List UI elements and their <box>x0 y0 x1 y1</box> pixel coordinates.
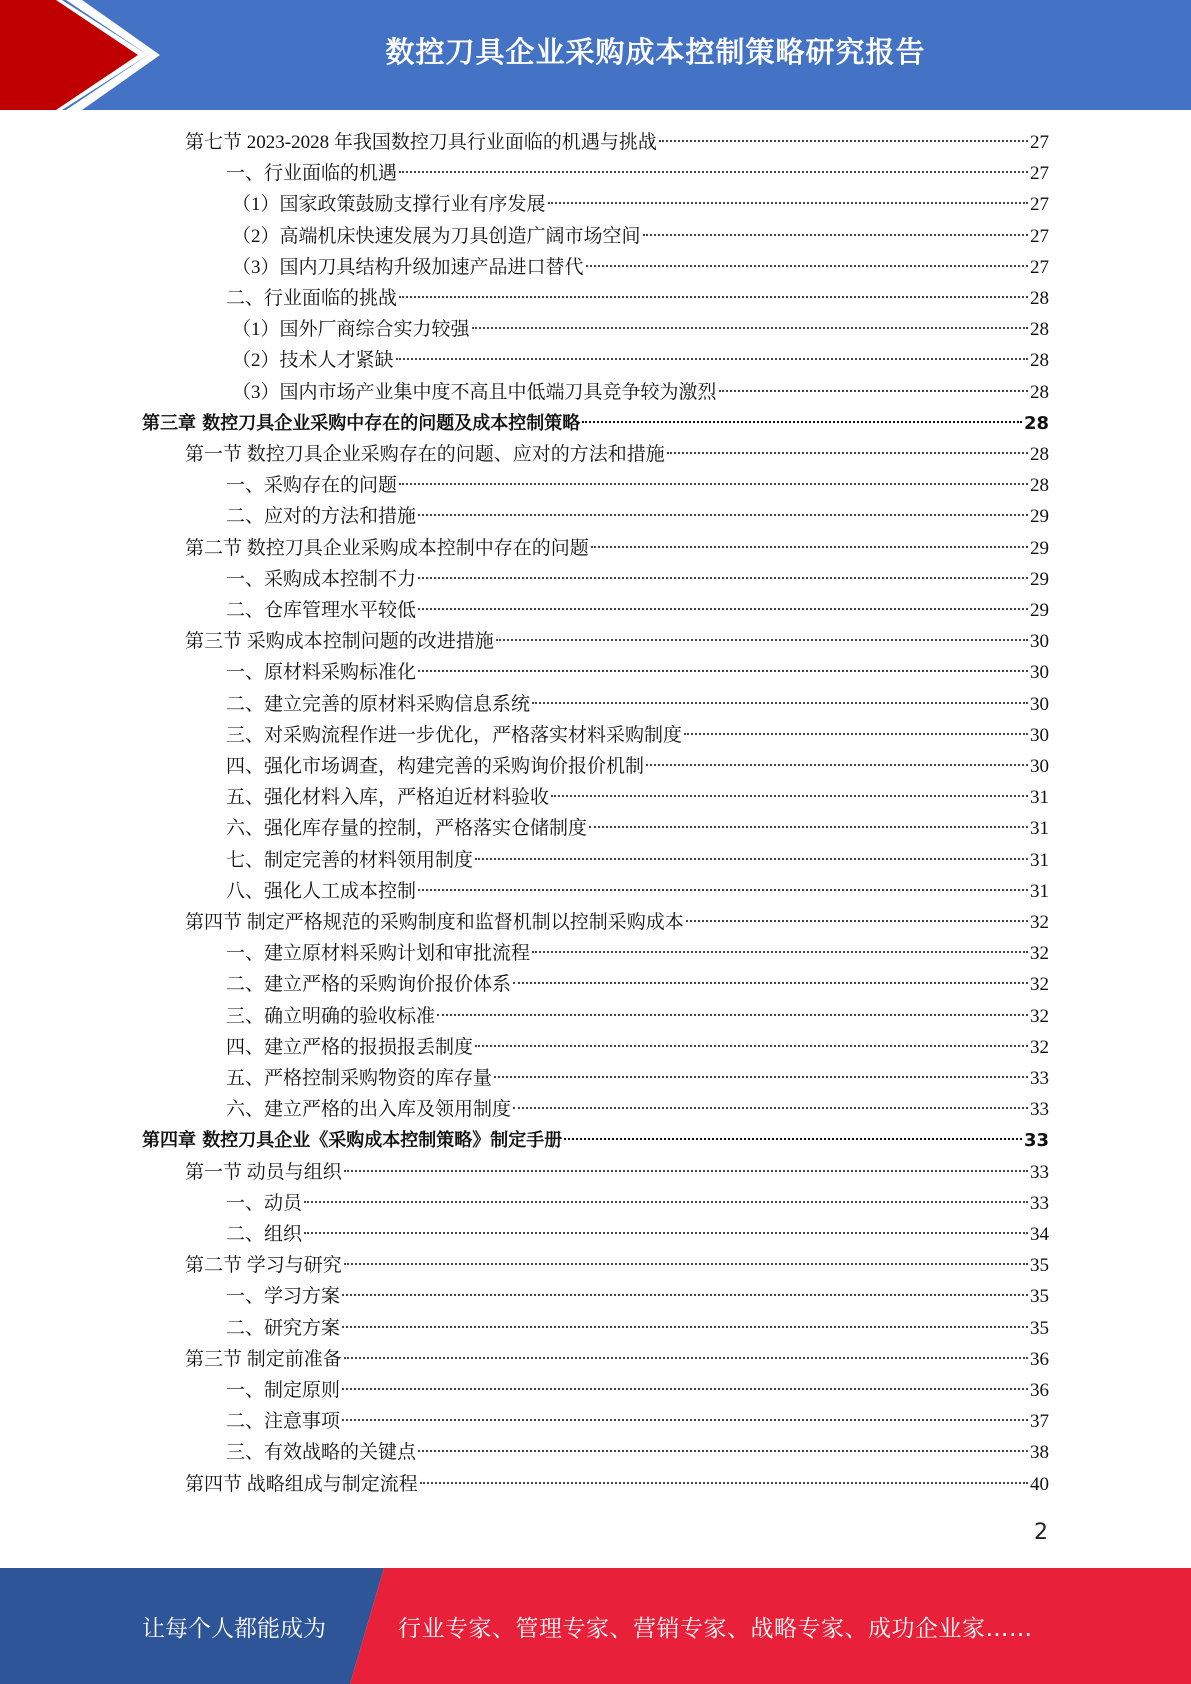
document-title: 数控刀具企业采购成本控制策略研究报告 <box>385 34 926 69</box>
toc-entry[interactable] <box>185 1344 1049 1375</box>
toc-dot-leader <box>418 608 1028 610</box>
toc-entry-page: 31 <box>1030 787 1049 809</box>
toc-entry[interactable] <box>232 345 1049 376</box>
toc-entry-title: 七、制定完善的材料领用制度 <box>226 849 474 871</box>
toc-entry-title: 一、原材料采购标准化 <box>226 662 417 684</box>
toc-entry[interactable] <box>185 907 1049 938</box>
toc-dot-leader <box>532 702 1028 704</box>
toc-entry-title: 一、采购成本控制不力 <box>226 568 417 590</box>
toc-entry-title: 第三章 数控刀具企业采购中存在的问题及成本控制策略 <box>142 412 581 434</box>
toc-dot-leader <box>719 390 1028 392</box>
toc-entry[interactable] <box>226 1437 1049 1468</box>
toc-dot-leader <box>589 826 1028 828</box>
toc-entry-page: 33 <box>1023 1130 1049 1152</box>
toc-entry-title: 第四节 战略组成与制定流程 <box>185 1473 418 1495</box>
toc-entry[interactable] <box>226 1094 1049 1125</box>
toc-entry-title: 二、组织 <box>226 1224 303 1245</box>
toc-entry-page: 29 <box>1030 600 1049 621</box>
toc-entry-page: 32 <box>1030 943 1049 965</box>
toc-entry-page: 32 <box>1030 1036 1049 1058</box>
toc-dot-leader <box>342 1294 1028 1296</box>
toc-dot-leader <box>551 795 1028 797</box>
toc-entry-title: 五、强化材料入库，严格迫近材料验收 <box>226 787 550 809</box>
toc-dot-leader <box>475 1045 1028 1047</box>
toc-entry-page: 28 <box>1030 381 1049 403</box>
footer-banner <box>0 1568 1191 1684</box>
toc-entry-title: 第三节 制定前准备 <box>185 1348 342 1370</box>
toc-entry-title: 二、行业面临的挑战 <box>226 288 398 309</box>
toc-entry-page: 30 <box>1030 756 1049 777</box>
toc-entry[interactable] <box>232 252 1049 283</box>
toc-entry-title: 一、动员 <box>226 1192 303 1214</box>
toc-entry[interactable] <box>226 283 1049 314</box>
toc-entry-title: 第一节 动员与组织 <box>185 1161 342 1183</box>
toc-entry-page: 33 <box>1030 1068 1049 1089</box>
toc-dot-leader <box>532 951 1028 953</box>
toc-dot-leader <box>475 858 1028 860</box>
toc-entry-page: 27 <box>1030 163 1049 185</box>
toc-entry[interactable] <box>226 813 1049 844</box>
toc-entry-title: 第二节 数控刀具企业采购成本控制中存在的问题 <box>185 537 589 559</box>
toc-dot-leader <box>420 1482 1028 1484</box>
toc-entry-page: 28 <box>1030 444 1049 465</box>
toc-entry-page: 40 <box>1030 1473 1049 1495</box>
toc-dot-leader <box>399 296 1028 298</box>
toc-entry-page: 31 <box>1030 849 1049 871</box>
toc-entry-page: 27 <box>1030 225 1049 247</box>
toc-entry[interactable] <box>226 1375 1049 1406</box>
toc-entry-title: 一、采购存在的问题 <box>226 475 398 497</box>
toc-entry-title: 一、学习方案 <box>226 1286 341 1308</box>
toc-entry-title: 二、建立严格的采购询价报价体系 <box>226 974 512 996</box>
page-number: 2 <box>1034 1520 1048 1545</box>
toc-entry[interactable] <box>226 158 1049 189</box>
toc-entry-page: 33 <box>1030 1161 1049 1183</box>
toc-dot-leader <box>564 1138 1022 1140</box>
toc-entry-page: 30 <box>1030 662 1049 684</box>
toc-entry[interactable] <box>226 657 1049 688</box>
toc-dot-leader <box>342 1326 1028 1328</box>
toc-entry-title: 二、建立完善的原材料采购信息系统 <box>226 693 531 715</box>
toc-entry-page: 29 <box>1030 537 1049 559</box>
toc-entry[interactable] <box>232 377 1049 408</box>
toc-entry-page: 32 <box>1030 1005 1049 1027</box>
footer-slogan-right: 行业专家、管理专家、营销专家、战略专家、成功企业家…… <box>398 1615 1033 1642</box>
toc-dot-leader <box>472 327 1028 329</box>
toc-entry-title: 一、行业面临的机遇 <box>226 163 398 185</box>
toc-entry-page: 36 <box>1030 1348 1049 1370</box>
toc-entry-title: 二、应对的方法和措施 <box>226 506 417 528</box>
toc-dot-leader <box>418 1450 1028 1452</box>
toc-entry-title: 三、有效战略的关键点 <box>226 1442 417 1464</box>
toc-entry[interactable] <box>226 938 1049 969</box>
toc-entry-title: 二、仓库管理水平较低 <box>226 600 417 621</box>
toc-entry-title: 一、建立原材料采购计划和审批流程 <box>226 943 531 965</box>
toc-entry-page: 28 <box>1030 475 1049 497</box>
toc-entry-page: 29 <box>1030 568 1049 590</box>
toc-entry-title: （3）国内刀具结构升级加速产品进口替代 <box>232 256 584 278</box>
toc-entry[interactable] <box>232 221 1049 252</box>
toc-dot-leader <box>342 1419 1028 1421</box>
toc-dot-leader <box>418 577 1028 579</box>
toc-entry[interactable] <box>185 533 1049 564</box>
toc-dot-leader <box>513 982 1028 984</box>
toc-entry[interactable] <box>185 1469 1049 1500</box>
toc-entry-page: 35 <box>1030 1317 1049 1339</box>
toc-entry-title: 三、确立明确的验收标准 <box>226 1005 436 1027</box>
toc-dot-leader <box>344 1170 1028 1172</box>
header-banner <box>0 0 1191 110</box>
toc-entry-title: 三、对采购流程作进一步优化，严格落实材料采购制度 <box>226 724 683 746</box>
toc-dot-leader <box>548 202 1028 204</box>
toc-entry[interactable] <box>226 876 1049 907</box>
toc-dot-leader <box>344 1263 1028 1265</box>
toc-dot-leader <box>513 1107 1028 1109</box>
toc-entry-title: 一、制定原则 <box>226 1380 341 1401</box>
toc-entry-title: 六、强化库存量的控制，严格落实仓储制度 <box>226 818 588 840</box>
toc-entry[interactable] <box>226 564 1049 595</box>
toc-entry-page: 29 <box>1030 506 1049 528</box>
toc-entry-page: 36 <box>1030 1380 1049 1401</box>
toc-dot-leader <box>399 171 1028 173</box>
toc-dot-leader <box>586 265 1028 267</box>
toc-entry-page: 27 <box>1030 256 1049 278</box>
toc-entry-title: （1）国外厂商综合实力较强 <box>232 319 470 341</box>
toc-entry[interactable] <box>232 314 1049 345</box>
toc-dot-leader <box>643 234 1028 236</box>
toc-dot-leader <box>667 452 1028 454</box>
toc-entry-page: 33 <box>1030 1192 1049 1214</box>
toc-entry-page: 28 <box>1030 350 1049 372</box>
toc-entry[interactable] <box>226 501 1049 532</box>
toc-entry-title: 第一节 数控刀具企业采购存在的问题、应对的方法和措施 <box>185 444 665 465</box>
toc-chapter-entry[interactable] <box>142 408 1049 439</box>
toc-entry-title: （2）高端机床快速发展为刀具创造广阔市场空间 <box>232 225 641 247</box>
toc-entry[interactable] <box>185 1157 1049 1188</box>
toc-entry[interactable] <box>185 626 1049 657</box>
toc-entry[interactable] <box>226 595 1049 626</box>
toc-dot-leader <box>494 1076 1028 1078</box>
toc-dot-leader <box>684 733 1028 735</box>
toc-dot-leader <box>399 483 1028 485</box>
toc-entry-page: 37 <box>1030 1411 1049 1433</box>
toc-chapter-entry[interactable] <box>142 1125 1049 1156</box>
toc-entry-title: （2）技术人才紧缺 <box>232 350 394 372</box>
toc-entry[interactable] <box>226 751 1049 782</box>
toc-entry-page: 30 <box>1030 724 1049 746</box>
toc-entry[interactable] <box>226 470 1049 501</box>
toc-entry[interactable] <box>226 1313 1049 1344</box>
toc-entry[interactable] <box>226 1001 1049 1032</box>
toc-entry-page: 32 <box>1030 974 1049 996</box>
toc-entry-page: 31 <box>1030 818 1049 840</box>
toc-entry-page: 28 <box>1030 288 1049 309</box>
toc-entry[interactable] <box>185 1250 1049 1281</box>
toc-entry-title: 八、强化人工成本控制 <box>226 880 417 902</box>
toc-dot-leader <box>418 889 1028 891</box>
toc-entry-title: （3）国内市场产业集中度不高且中低端刀具竞争较为激烈 <box>232 381 717 403</box>
toc-entry[interactable] <box>232 189 1049 220</box>
toc-dot-leader <box>418 514 1028 516</box>
toc-dot-leader <box>659 140 1028 142</box>
toc-entry[interactable] <box>226 782 1049 813</box>
toc-entry-title: 四、建立严格的报损报丢制度 <box>226 1036 474 1058</box>
toc-entry-page: 32 <box>1030 912 1049 933</box>
toc-dot-leader <box>304 1201 1028 1203</box>
toc-entry-title: 第三节 采购成本控制问题的改进措施 <box>185 631 494 653</box>
toc-entry-title: 五、严格控制采购物资的库存量 <box>226 1068 493 1089</box>
toc-dot-leader <box>396 358 1028 360</box>
toc-dot-leader <box>686 920 1028 922</box>
toc-entry-page: 27 <box>1030 132 1049 153</box>
toc-entry-title: 第四节 制定严格规范的采购制度和监督机制以控制采购成本 <box>185 912 684 933</box>
toc-entry-title: 第七节 2023-2028 年我国数控刀具行业面临的机遇与挑战 <box>185 132 657 153</box>
toc-entry-page: 28 <box>1023 412 1049 434</box>
toc-entry-page: 28 <box>1030 319 1049 341</box>
toc-dot-leader <box>496 639 1028 641</box>
toc-entry[interactable] <box>185 127 1049 158</box>
toc-entry-page: 35 <box>1030 1255 1049 1277</box>
toc-entry[interactable] <box>185 439 1049 470</box>
toc-entry-page: 27 <box>1030 194 1049 216</box>
toc-entry[interactable] <box>226 1281 1049 1312</box>
toc-entry-page: 33 <box>1030 1099 1049 1121</box>
toc-entry[interactable] <box>226 1406 1049 1437</box>
toc-entry-title: 第二节 学习与研究 <box>185 1255 342 1277</box>
toc-entry[interactable] <box>226 845 1049 876</box>
toc-entry-page: 34 <box>1030 1224 1049 1245</box>
toc-dot-leader <box>342 1388 1028 1390</box>
toc-dot-leader <box>418 670 1028 672</box>
toc-entry-page: 35 <box>1030 1286 1049 1308</box>
toc-entry-title: 四、强化市场调查，构建完善的采购询价报价机制 <box>226 756 645 777</box>
footer-slogan-left: 让每个人都能成为 <box>142 1615 326 1642</box>
toc-entry-page: 30 <box>1030 693 1049 715</box>
toc-dot-leader <box>582 421 1022 423</box>
toc-entry-page: 30 <box>1030 631 1049 653</box>
toc-dot-leader <box>437 1014 1028 1016</box>
toc-entry-title: 第四章 数控刀具企业《采购成本控制策略》制定手册 <box>142 1130 563 1152</box>
toc-entry-page: 31 <box>1030 880 1049 902</box>
toc-dot-leader <box>304 1232 1028 1234</box>
toc-entry[interactable] <box>226 1063 1049 1094</box>
toc-entry-title: 二、研究方案 <box>226 1317 341 1339</box>
toc-entry[interactable] <box>226 689 1049 720</box>
toc-dot-leader <box>646 764 1028 766</box>
toc-entry-title: 二、注意事项 <box>226 1411 341 1433</box>
toc-entry[interactable] <box>226 720 1049 751</box>
toc-entry[interactable] <box>226 1188 1049 1219</box>
toc-dot-leader <box>344 1357 1028 1359</box>
toc-entry-title: （1）国家政策鼓励支撑行业有序发展 <box>232 194 546 216</box>
toc-entry[interactable] <box>226 1219 1049 1250</box>
toc-entry[interactable] <box>226 1032 1049 1063</box>
toc-dot-leader <box>591 546 1028 548</box>
toc-entry-title: 六、建立严格的出入库及领用制度 <box>226 1099 512 1121</box>
toc-entry[interactable] <box>226 969 1049 1000</box>
toc-entry-page: 38 <box>1030 1442 1049 1464</box>
